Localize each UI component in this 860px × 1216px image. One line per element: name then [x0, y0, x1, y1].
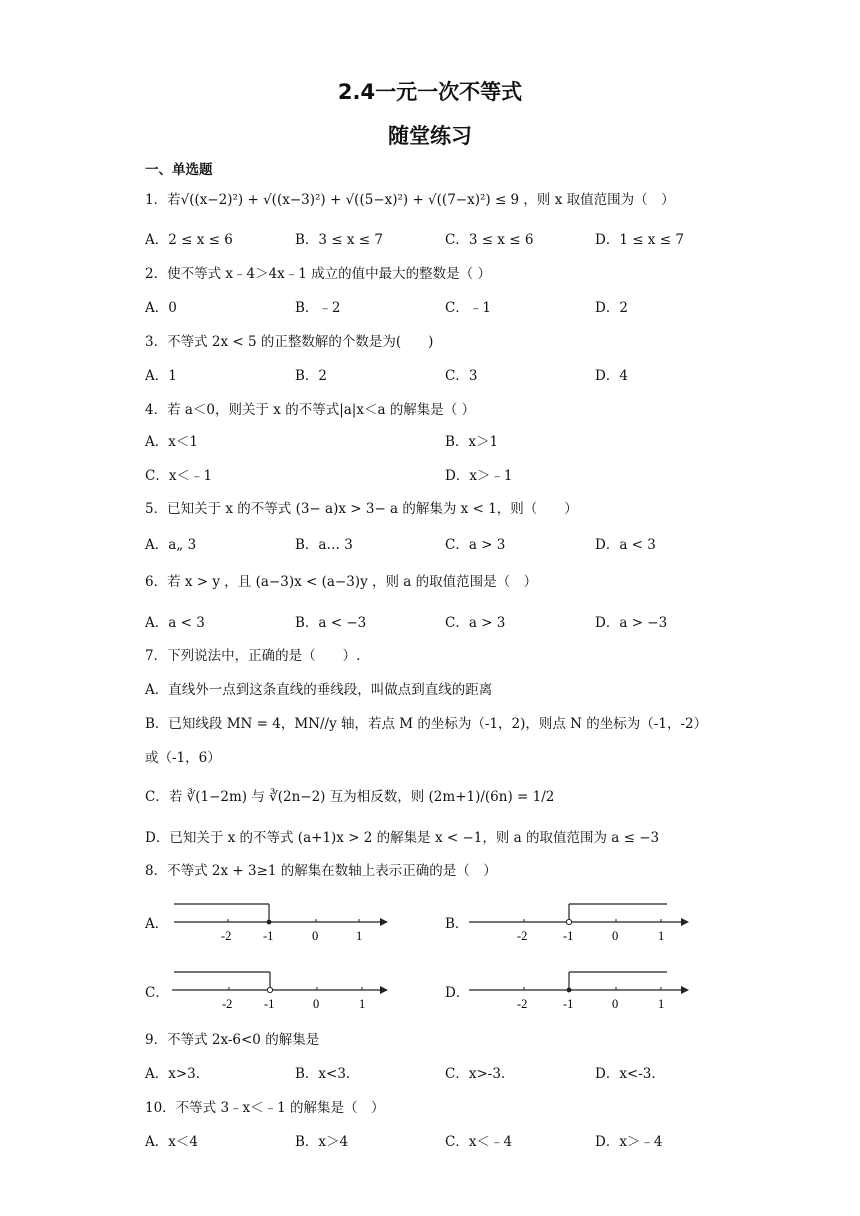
- question-4-option-c: C．x＜﹣1: [145, 468, 213, 484]
- question-5-option-c: C．a > 3: [445, 537, 506, 553]
- question-10-option-a: A．x＜4: [145, 1134, 198, 1150]
- question-2-option-b: B．﹣2: [295, 300, 341, 316]
- question-5-option-d: D．a < 3: [595, 537, 656, 553]
- tick-label: 0: [612, 929, 619, 943]
- tick-label: -2: [517, 929, 528, 943]
- question-1-option-c: C．3 ≤ x ≤ 6: [445, 232, 534, 248]
- question-2-option-a: A．0: [145, 300, 177, 316]
- tick-label: -1: [563, 929, 574, 943]
- tick-label: -1: [563, 997, 574, 1011]
- endpoint-closed: [567, 988, 572, 993]
- endpoint-open: [267, 987, 272, 992]
- question-7-stem: 7．下列说法中，正确的是（ ）.: [145, 648, 361, 664]
- question-1-option-a: A．2 ≤ x ≤ 6: [145, 232, 233, 248]
- number-line-a-graphic: [168, 898, 388, 946]
- question-9-option-d: D．x<-3.: [595, 1066, 656, 1082]
- tick-label: 1: [359, 997, 366, 1011]
- question-6-option-c: C．a > 3: [445, 615, 506, 631]
- number-line-c: [168, 966, 393, 1014]
- question-8-option-c: C．: [145, 985, 169, 1001]
- question-4-stem: 4．若 a＜0，则关于 x 的不等式|a|x＜a 的解集是（ ）: [145, 402, 476, 418]
- question-6-stem: 6．若 x > y ，且 (a−3)x < (a−3)y ，则 a 的取值范围是（ ）: [145, 574, 538, 590]
- tick-label: -1: [263, 929, 274, 943]
- tick-label: -1: [264, 997, 275, 1011]
- question-3-stem: 3．不等式 2x < 5 的正整数解的个数是为( ): [145, 334, 434, 350]
- question-7-option-c: C．若 ∛(1−2m) 与 ∛(2n−2) 互为相反数，则 (2m+1)/(6n) = 1/2: [145, 789, 555, 805]
- axis-arrow: [380, 986, 388, 994]
- question-8-option-a: A．: [145, 916, 169, 932]
- tick-label: 0: [312, 929, 319, 943]
- question-3-option-a: A．1: [145, 368, 177, 384]
- question-2-option-c: C．﹣1: [445, 300, 491, 316]
- question-2-option-d: D．2: [595, 300, 628, 316]
- tick-label: 0: [612, 997, 619, 1011]
- question-10-option-b: B．x＞4: [295, 1134, 349, 1150]
- question-7-option-b-continued: 或（-1，6）: [145, 750, 221, 766]
- question-4-option-d: D．x＞﹣1: [445, 468, 513, 484]
- document-subtitle: 随堂练习: [388, 124, 472, 148]
- question-1-stem: 1．若√((x−2)²) + √((x−3)²) + √((5−x)²) + √((7−x)²) ≤ 9 ，则 x 取值范围为（ ）: [145, 192, 675, 208]
- question-9-stem: 9．不等式 2x-6<0 的解集是: [145, 1032, 320, 1048]
- question-1-option-b: B．3 ≤ x ≤ 7: [295, 232, 384, 248]
- tick-label: 1: [658, 997, 665, 1011]
- number-line-b: [465, 898, 690, 946]
- question-8-option-b: B．: [445, 916, 469, 932]
- question-3-option-b: B．2: [295, 368, 328, 384]
- number-line-d: [465, 966, 690, 1014]
- question-8-option-d: D．: [445, 985, 470, 1001]
- question-10-option-c: C．x＜﹣4: [445, 1134, 513, 1150]
- question-7-option-d: D．已知关于 x 的不等式 (a+1)x > 2 的解集是 x < −1，则 a 的取值范围为 a ≤ −3: [145, 830, 660, 846]
- question-10-option-d: D．x＞﹣4: [595, 1134, 663, 1150]
- question-7-option-a: A．直线外一点到这条直线的垂线段，叫做点到直线的距离: [145, 682, 493, 698]
- endpoint-open: [566, 919, 571, 924]
- question-3-option-c: C．3: [445, 368, 478, 384]
- question-5-stem: 5．已知关于 x 的不等式 (3− a)x > 3− a 的解集为 x < 1，则（ ）: [145, 501, 578, 517]
- question-5-option-a: A．a„ 3: [145, 537, 197, 553]
- question-4-option-b: B．x＞1: [445, 434, 499, 450]
- question-8-stem: 8．不等式 2x + 3≥1 的解集在数轴上表示正确的是（ ）: [145, 863, 497, 879]
- tick-label: 1: [356, 929, 363, 943]
- question-3-option-d: D．4: [595, 368, 628, 384]
- question-9-option-c: C．x>-3.: [445, 1066, 506, 1082]
- axis-arrow: [681, 918, 689, 926]
- number-line-c-graphic: [168, 966, 393, 1014]
- section-heading: 一、单选题: [145, 162, 213, 178]
- tick-label: 0: [313, 997, 320, 1011]
- question-6-option-b: B．a < −3: [295, 615, 367, 631]
- tick-label: -2: [221, 929, 232, 943]
- endpoint-closed: [267, 920, 272, 925]
- question-6-option-a: A．a < 3: [145, 615, 205, 631]
- question-5-option-b: B．a… 3: [295, 537, 353, 553]
- tick-label: -2: [517, 997, 528, 1011]
- question-2-stem: 2．使不等式 x﹣4＞4x﹣1 成立的值中最大的整数是（ ）: [145, 266, 491, 282]
- question-6-option-d: D．a > −3: [595, 615, 668, 631]
- number-line-a: [168, 898, 388, 946]
- question-9-option-a: A．x>3.: [145, 1066, 201, 1082]
- tick-label: 1: [658, 929, 665, 943]
- axis-arrow: [380, 918, 388, 926]
- question-7-option-b: B．已知线段 MN = 4，MN//y 轴，若点 M 的坐标为（-1，2)，则点 N 的坐标为（-1，-2）: [145, 716, 708, 732]
- tick-label: -2: [222, 997, 233, 1011]
- question-10-stem: 10．不等式 3﹣x＜﹣1 的解集是（ ）: [145, 1100, 385, 1116]
- question-9-option-b: B．x<3.: [295, 1066, 351, 1082]
- number-line-b-graphic: [465, 898, 690, 946]
- number-line-d-graphic: [465, 966, 690, 1014]
- axis-arrow: [681, 986, 689, 994]
- document-title: 2.4一元一次不等式: [337, 80, 523, 104]
- question-4-option-a: A．x＜1: [145, 434, 198, 450]
- question-1-option-d: D．1 ≤ x ≤ 7: [595, 232, 684, 248]
